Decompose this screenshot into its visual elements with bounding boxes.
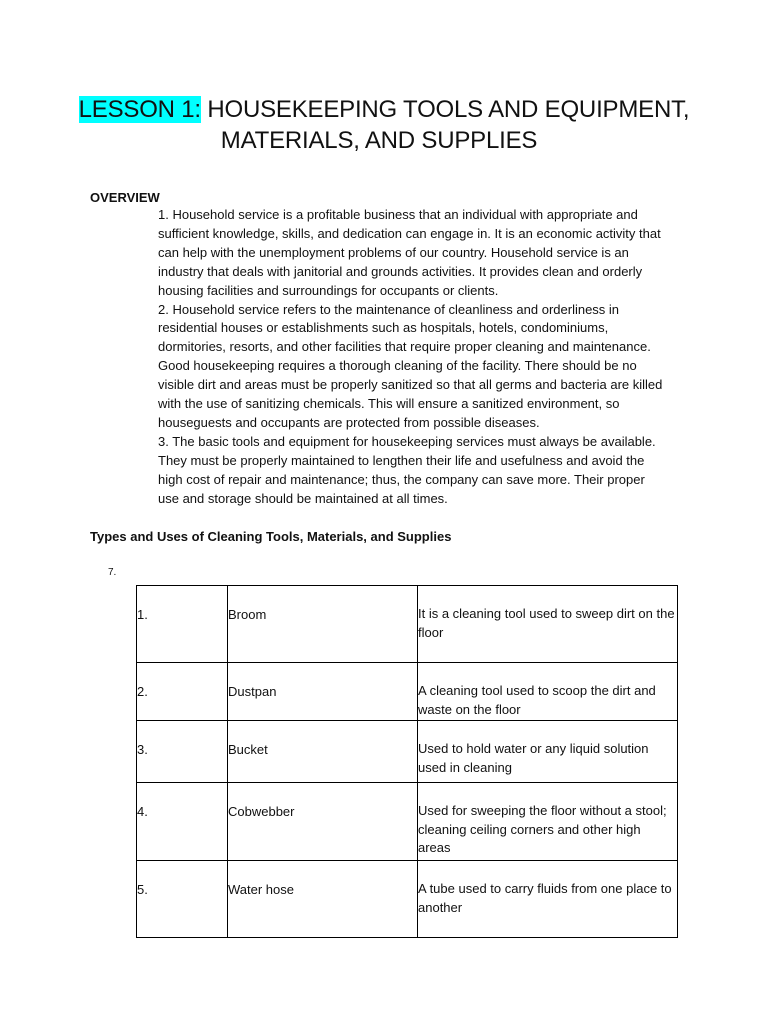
tool-name: Water hose	[228, 861, 418, 938]
lesson-number-highlight: LESSON 1:	[78, 96, 201, 123]
row-number: 5.	[137, 861, 228, 938]
overview-paragraph-1: 1. Household service is a profitable business that an individual with appropriate and sufficient knowledge, skills, and dedication can engage in. It is an economic activity that can help with the unemployment problems of our country. Household service is an industry that deals with janitorial and grounds activities. It provides clean and orderly housing facilities and surroundings for occupants or clients.	[158, 207, 661, 298]
table-row	[137, 586, 678, 663]
tool-description: It is a cleaning tool used to sweep dirt on the floor	[418, 586, 678, 663]
tool-name: Bucket	[228, 721, 418, 783]
tool-description: A tube used to carry fluids from one place to another	[418, 861, 678, 938]
tool-name: Dustpan	[228, 663, 418, 721]
row-number: 3.	[137, 721, 228, 783]
row-number: 4.	[137, 783, 228, 861]
types-heading: Types and Uses of Cleaning Tools, Materials, and Supplies	[90, 529, 452, 544]
table-row	[137, 721, 678, 783]
tool-description: Used for sweeping the floor without a stool; cleaning ceiling corners and other high areas	[418, 783, 678, 861]
tool-description: Used to hold water or any liquid solution used in cleaning	[418, 721, 678, 783]
table-row	[137, 783, 678, 861]
table-row	[137, 861, 678, 938]
title-line-2: MATERIALS, AND SUPPLIES	[220, 127, 538, 154]
row-number: 1.	[137, 586, 228, 663]
tool-name: Broom	[228, 586, 418, 663]
title-line-1: HOUSEKEEPING TOOLS AND EQUIPMENT,	[200, 96, 690, 123]
overview-body	[158, 206, 668, 509]
row-number: 2.	[137, 663, 228, 721]
list-number: 7.	[108, 567, 117, 578]
overview-heading: OVERVIEW	[90, 190, 160, 205]
tool-name: Cobwebber	[228, 783, 418, 861]
table-row	[137, 663, 678, 721]
tools-table	[136, 585, 678, 938]
tool-description: A cleaning tool used to scoop the dirt and waste on the floor	[418, 663, 678, 721]
overview-paragraph-2: 2. Household service refers to the maintenance of cleanliness and orderliness in residential houses or establishments such as hospitals, hotels, condominiums, dormitories, resorts, and other facilities that require proper cleaning and maintenance. Good housekeeping requires a thorough cleaning of the facility. There should be no visible dirt and areas must be properly sanitized so that all germs and bacteria are killed with the use of sanitizing chemicals. This will ensure a sanitized environment, so houseguests and occupants are protected from possible diseases.	[158, 301, 663, 430]
lesson-title	[0, 94, 768, 156]
overview-paragraph-3: 3. The basic tools and equipment for housekeeping services must always be available. They must be properly maintained to lengthen their life and usefulness and avoid the high cost of repair and maintenance; thus, the company can save more. Their proper use and storage should be maintained at all times.	[158, 433, 656, 506]
